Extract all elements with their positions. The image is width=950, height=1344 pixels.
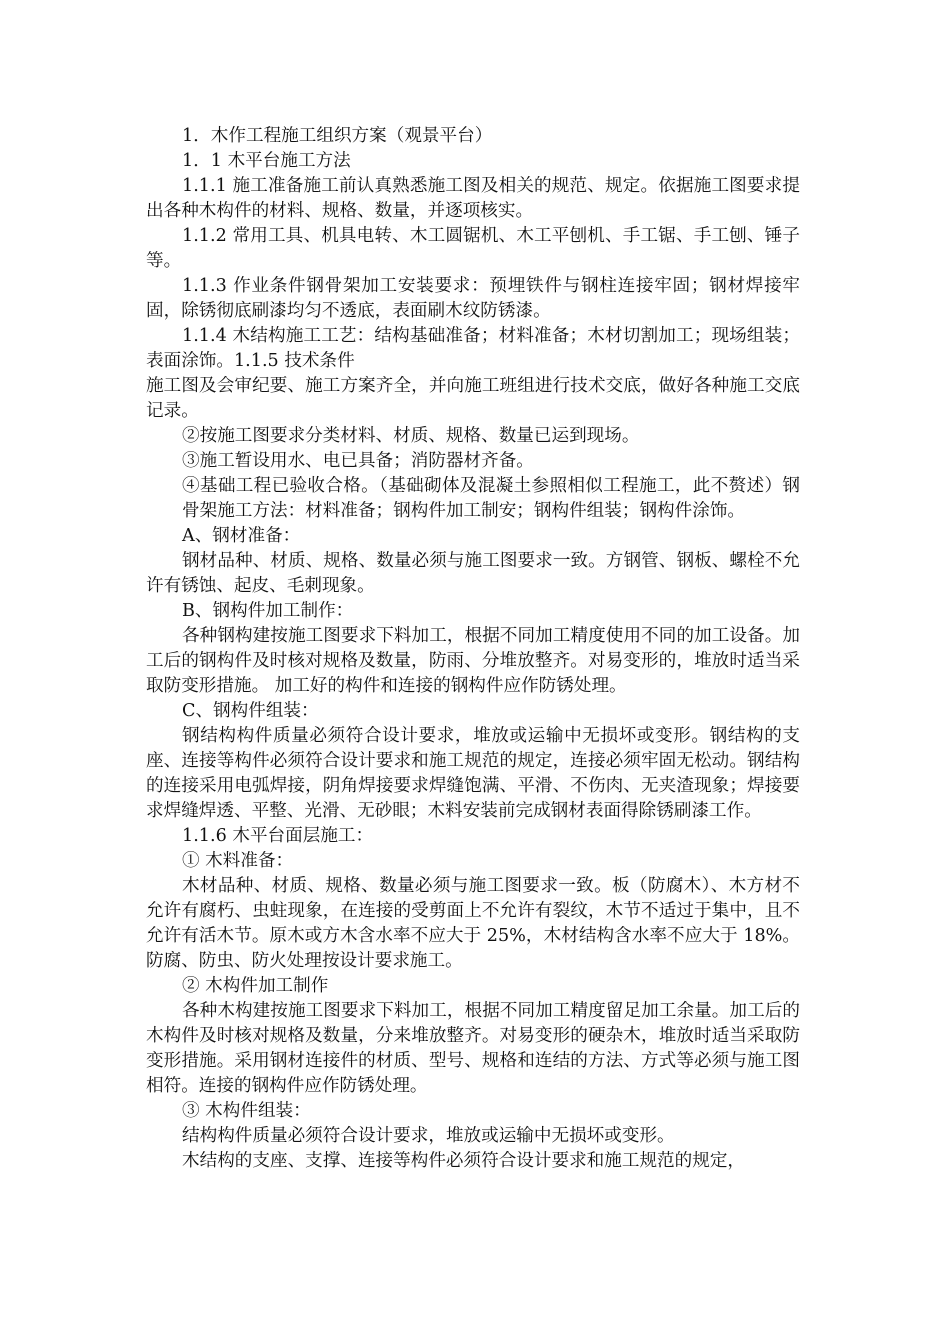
paragraph-1-1-2: 1.1.2 常用工具、机具电转、木工圆锯机、木工平刨机、手工锯、手工刨、锤子等。 <box>146 226 800 271</box>
heading-1-1-6: 1.1.6 木平台面层施工： <box>182 826 374 846</box>
paragraph-wood-assembly-2: 木结构的支座、支撑、连接等构件必须符合设计要求和施工规范的规定， <box>182 1151 746 1171</box>
heading-wood-assembly: ③ 木构件组装： <box>182 1101 311 1121</box>
heading-a-steel-prep: A、钢材准备： <box>182 526 301 546</box>
document-body <box>146 124 800 1174</box>
paragraph-steel-assembly: 钢结构构件质量必须符合设计要求，堆放或运输中无损坏或变形。钢结构的支座、连接等构件必须符合设计要求和施工规范的规定，连接必须牢固无松动。钢结构的连接采用电弧焊接，阴角焊接要求焊缝饱满、平滑、不伤肉、无夹渣现象；焊接要求焊缝焊透、平整、光滑、无砂眼；木料安装前完成钢材表面得除锈刷漆工作。 <box>146 726 800 821</box>
list-item-2: ②按施工图要求分类材料、材质、规格、数量已运到现场。 <box>182 426 640 446</box>
paragraph-wood-assembly-1: 结构构件质量必须符合设计要求，堆放或运输中无损坏或变形。 <box>182 1126 675 1146</box>
paragraph-1-1-3: 1.1.3 作业条件钢骨架加工安装要求：预埋铁件与钢柱连接牢固；钢材焊接牢固，除锈彻底刷漆均匀不透底，表面刷木纹防锈漆。 <box>146 276 800 321</box>
heading-b-steel-fabrication: B、钢构件加工制作： <box>182 601 354 621</box>
subsection-heading: 1．1 木平台施工方法 <box>182 151 351 171</box>
list-item-3: ③施工暂设用水、电已具备；消防器材齐备。 <box>182 451 534 471</box>
paragraph-1-1-4: 1.1.4 木结构施工工艺：结构基础准备；材料准备；木材切割加工；现场组装；表面涂饰。1.1.5 技术条件 <box>146 326 800 371</box>
paragraph-wood-fabrication: 各种木构建按施工图要求下料加工，根据不同加工精度留足加工余量。加工后的木构件及时核对规格及数量，分来堆放整齐。对易变形的硬杂木，堆放时适当采取防变形措施。采用钢材连接件的材质、型号、规格和连结的方法、方式等必须与施工图相符。连接的钢构件应作防锈处理。 <box>146 1001 800 1096</box>
paragraph-wood-prep: 木材品种、材质、规格、数量必须与施工图要求一致。板（防腐木）、木方材不允许有腐朽、虫蛀现象，在连接的受剪面上不允许有裂纹，木节不适过于集中，且不允许有活木节。原木或方木含水率不应大于 25%，木材结构含水率不应大于 18%。防腐、防虫、防火处理按设计要求施工。 <box>146 876 800 971</box>
heading-c-steel-assembly: C、钢构件组装： <box>182 701 319 721</box>
paragraph-steel-prep: 钢材品种、材质、规格、数量必须与施工图要求一致。方钢管、钢板、螺栓不允许有锈蚀、起皮、毛刺现象。 <box>146 551 800 596</box>
heading-wood-fabrication: ② 木构件加工制作 <box>182 976 329 996</box>
list-item-4: ④基础工程已验收合格。（基础砌体及混凝土参照相似工程施工，此不赘述）钢骨架施工方法：材料准备；钢构件加工制安；钢构件组装；钢构件涂饰。 <box>182 476 800 521</box>
heading-wood-prep: ① 木料准备： <box>182 851 294 871</box>
paragraph-steel-fabrication: 各种钢构建按施工图要求下料加工，根据不同加工精度使用不同的加工设备。加工后的钢构件及时核对规格及数量，防雨、分堆放整齐。对易变形的，堆放时适当采取防变形措施。 加工好的构件和连接的钢构件应作防锈处理。 <box>146 626 800 696</box>
paragraph-1-1-1: 1.1.1 施工准备施工前认真熟悉施工图及相关的规范、规定。依据施工图要求提出各种木构件的材料、规格、数量，并逐项核实。 <box>146 176 800 221</box>
paragraph-tech-conditions: 施工图及会审纪要、施工方案齐全，并向施工班组进行技术交底，做好各种施工交底记录。 <box>146 376 800 421</box>
section-heading: 1．木作工程施工组织方案（观景平台） <box>182 126 493 146</box>
